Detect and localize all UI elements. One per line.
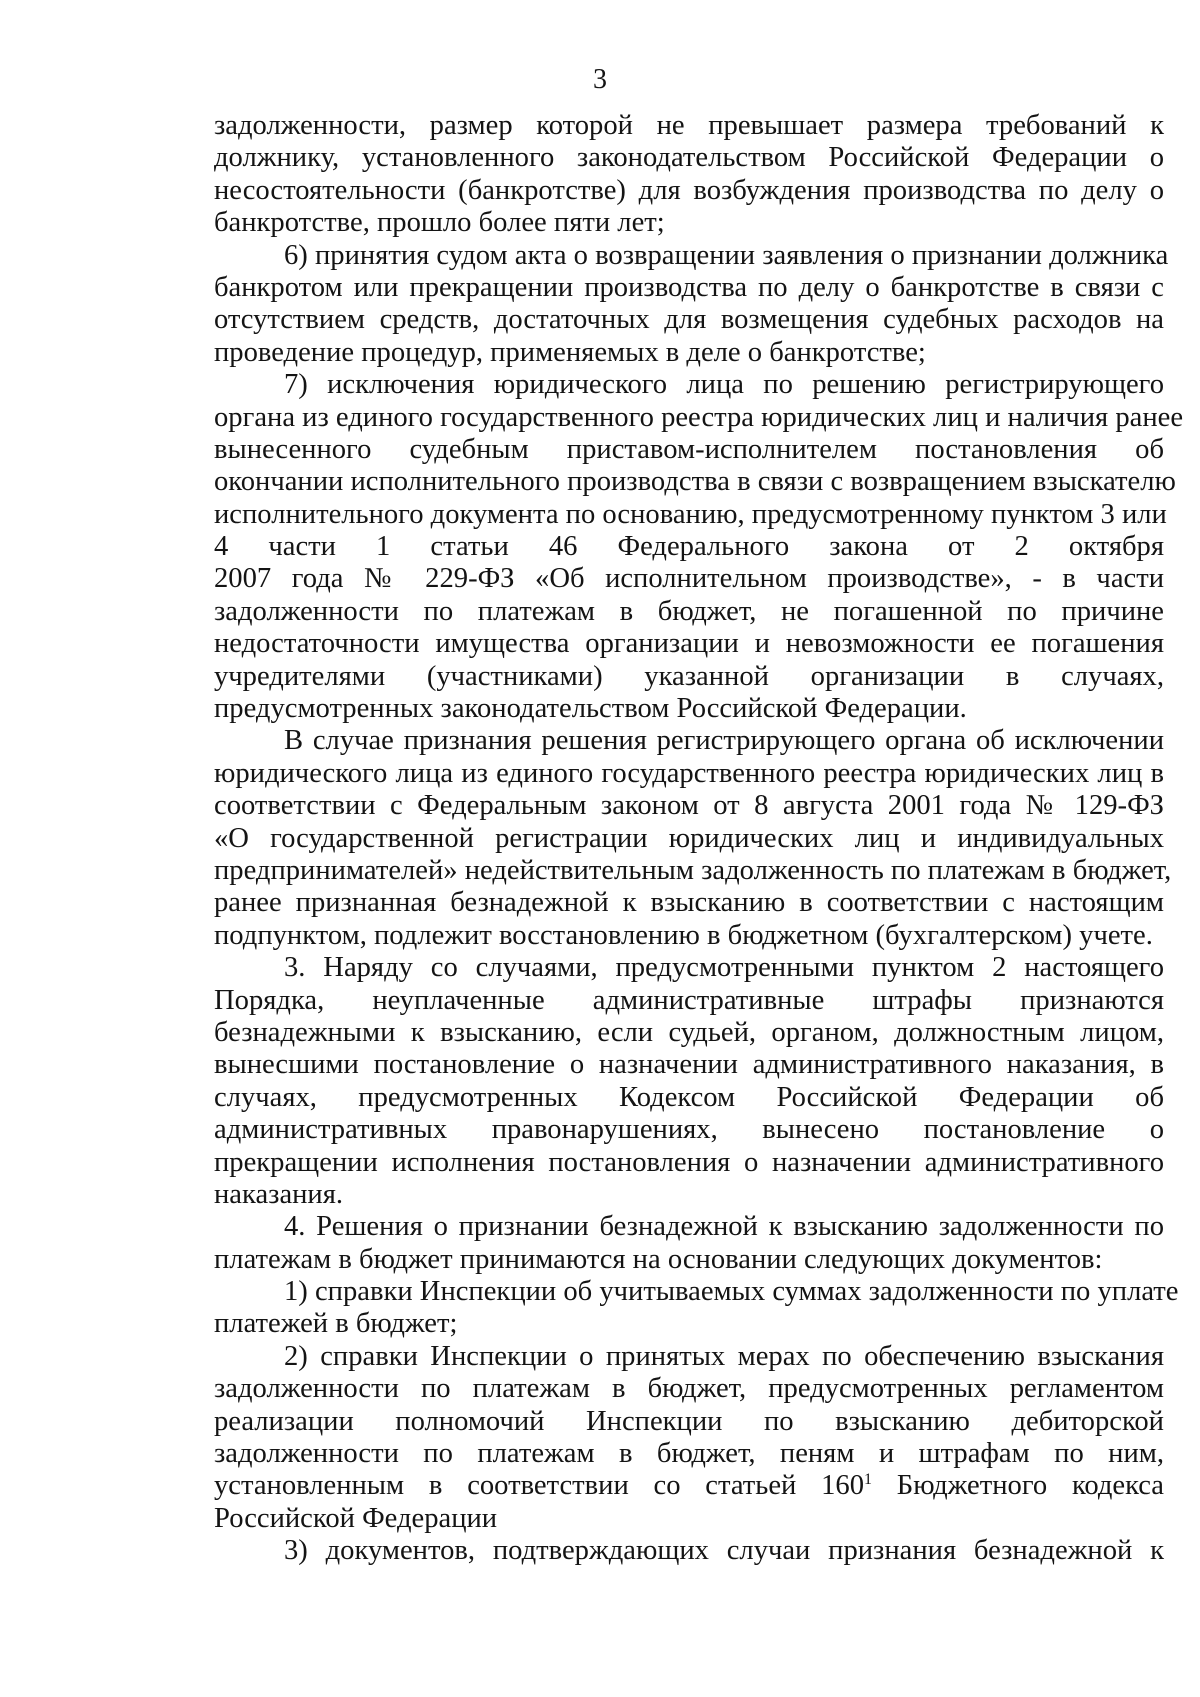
text-line: 3. Наряду со случаями, предусмотренными пунктом 2 настоящего xyxy=(284,952,1164,984)
text-line: «О государственной регистрации юридических лиц и индивидуальных xyxy=(214,822,1164,854)
text-line: недостаточности имущества организации и невозможности ее погашения xyxy=(214,628,1164,660)
text-line: задолженности по платежам в бюджет, предусмотренных регламентом xyxy=(214,1373,1164,1405)
text-line: предусмотренных законодательством Российской Федерации. xyxy=(214,693,967,725)
text-line: безнадежными к взысканию, если судьей, органом, должностным лицом, xyxy=(214,1016,1164,1048)
text-line: 7) исключения юридического лица по решению регистрирующего xyxy=(284,369,1164,401)
text-line: подпунктом, подлежит восстановлению в бюджетном (бухгалтерском) учете. xyxy=(214,919,1153,951)
text-line: банкротом или прекращении производства по делу о банкротстве в связи с xyxy=(214,271,1164,303)
text-line: ранее признанная безнадежной к взысканию в соответствии с настоящим xyxy=(214,887,1164,919)
text-line: 6) принятия судом акта о возвращении заявления о признании должника xyxy=(284,239,1169,271)
text-line: должнику, установленного законодательством Российской Федерации о xyxy=(214,142,1164,174)
text-line: вынесшими постановление о назначении административного наказания, в xyxy=(214,1049,1164,1081)
text-line: окончании исполнительного производства в связи с возвращением взыскателю xyxy=(214,466,1176,498)
text-line: соответствии с Федеральным законом от 8 августа 2001 года № 129-ФЗ xyxy=(214,790,1164,822)
text-line: юридического лица из единого государственного реестра юридических лиц в xyxy=(214,757,1164,789)
text-line-segment: Бюджетного кодекса xyxy=(872,1470,1165,1502)
text-line: исполнительного документа по основанию, предусмотренному пунктом 3 или xyxy=(214,498,1167,530)
text-line: В случае признания решения регистрирующего органа об исключении xyxy=(284,725,1164,757)
text-line: задолженности по платежам в бюджет, не погашенной по причине xyxy=(214,595,1164,627)
text-line: Российской Федерации xyxy=(214,1502,498,1534)
text-line: вынесенного судебным приставом-исполнителем постановления об xyxy=(214,433,1164,465)
text-line: 4 части 1 статьи 46 Федерального закона от 2 октября xyxy=(214,531,1164,563)
text-line: прекращении исполнения постановления о назначении административного xyxy=(214,1146,1164,1178)
text-line: наказания. xyxy=(214,1178,344,1210)
text-line: задолженности, размер которой не превышает размера требований к xyxy=(214,110,1164,141)
text-line: 4. Решения о признании безнадежной к взысканию задолженности по xyxy=(284,1211,1164,1243)
text-line: несостоятельности (банкротстве) для возбуждения производства по делу о xyxy=(214,174,1164,206)
text-line: 3) документов, подтверждающих случаи признания безнадежной к xyxy=(284,1535,1164,1567)
text-line: банкротстве, прошло более пяти лет; xyxy=(214,207,665,239)
text-line: предпринимателей» недействительным задолженность по платежам в бюджет, xyxy=(214,854,1172,886)
text-line: 2) справки Инспекции о принятых мерах по обеспечению взыскания xyxy=(284,1340,1164,1372)
text-line: 2007 года № 229-ФЗ «Об исполнительном производстве», - в части xyxy=(214,563,1164,595)
text-line: Порядка, неуплаченные административные штрафы признаются xyxy=(214,984,1164,1016)
text-line: реализации полномочий Инспекции по взысканию дебиторской xyxy=(214,1405,1164,1437)
text-line: проведение процедур, применяемых в деле о банкротстве; xyxy=(214,336,926,368)
text-line: учредителями (участниками) указанной организации в случаях, xyxy=(214,660,1164,692)
page-number: 3 xyxy=(593,64,607,95)
text-line: случаях, предусмотренных Кодексом Российской Федерации об xyxy=(214,1081,1164,1113)
text-line xyxy=(214,1470,1164,1502)
text-line: платежам в бюджет принимаются на основании следующих документов: xyxy=(214,1243,1103,1275)
text-line: органа из единого государственного реестра юридических лиц и наличия ранее xyxy=(214,401,1184,433)
text-line: административных правонарушениях, вынесено постановление о xyxy=(214,1114,1164,1146)
text-line: платежей в бюджет; xyxy=(214,1308,458,1340)
text-line-segment: установленным в соответствии со статьей 160 xyxy=(214,1470,865,1502)
text-line: 1) справки Инспекции об учитываемых суммах задолженности по уплате xyxy=(284,1276,1179,1308)
superscript: 1 xyxy=(864,1471,873,1489)
text-line: задолженности по платежам в бюджет, пеням и штрафам по ним, xyxy=(214,1438,1164,1470)
text-line: отсутствием средств, достаточных для возмещения судебных расходов на xyxy=(214,304,1164,336)
document-body xyxy=(214,110,1184,1568)
